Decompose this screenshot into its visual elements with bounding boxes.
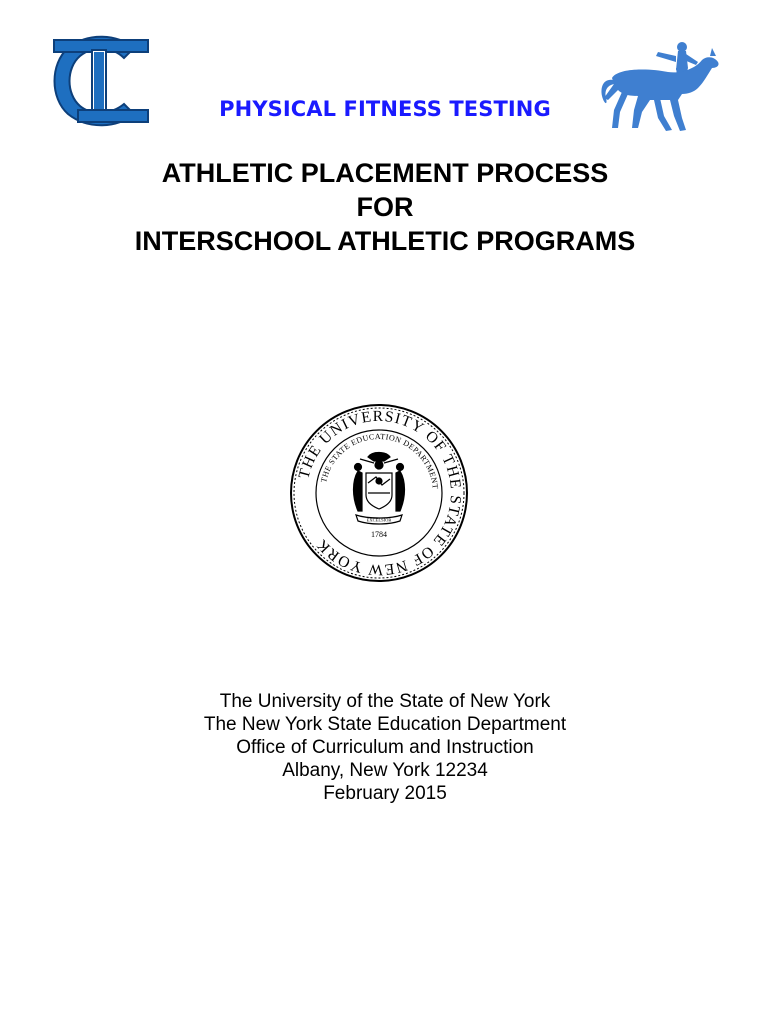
publisher-block <box>0 690 770 805</box>
banner-title: PHYSICAL FITNESS TESTING <box>219 97 551 121</box>
address-line-2: The New York State Education Department <box>203 714 567 735</box>
state-seal <box>288 403 470 583</box>
title-line-2: FOR <box>356 192 414 222</box>
title-line-3: INTERSCHOOL ATHLETIC PROGRAMS <box>134 226 636 256</box>
document-title <box>0 156 770 258</box>
address-line-1: The University of the State of New York <box>219 691 551 712</box>
seal-outer-text: THE UNIVERSITY OF THE STATE OF NEW YORK <box>295 407 465 579</box>
seal-year: 1784 <box>371 530 387 539</box>
publication-date: February 2015 <box>323 783 447 804</box>
seal-inner-text: THE STATE EDUCATION DEPARTMENT <box>319 431 440 490</box>
address-line-4: Albany, New York 12234 <box>282 760 488 781</box>
address-line-3: Office of Curriculum and Instruction <box>236 737 534 758</box>
title-line-1: ATHLETIC PLACEMENT PROCESS <box>161 158 609 188</box>
seal-motto: EXCELSIOR <box>366 517 392 523</box>
